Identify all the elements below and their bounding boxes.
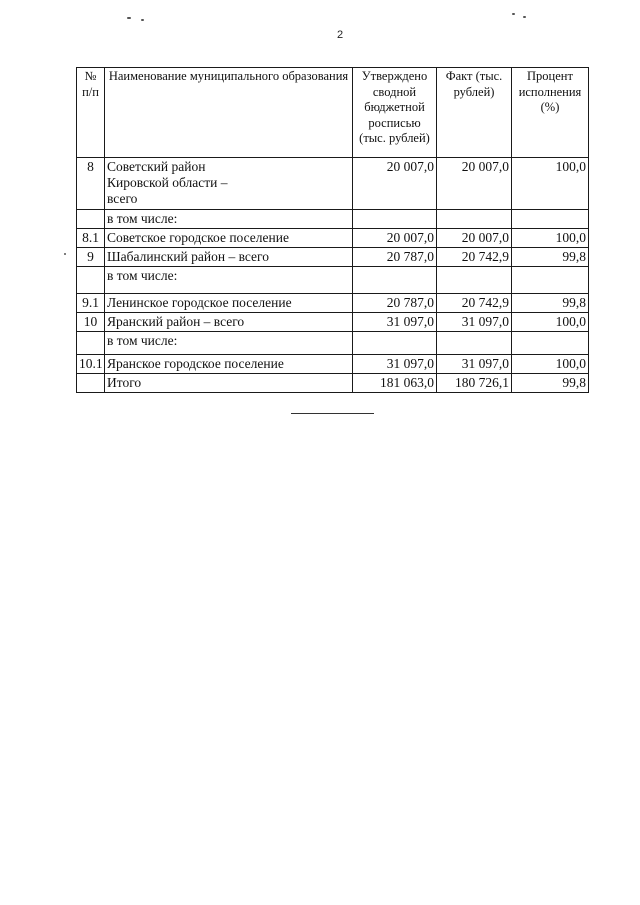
row-num — [77, 267, 105, 294]
table-row — [77, 355, 589, 374]
row-num — [77, 374, 105, 393]
row-name: Шабалинский район – всего — [105, 248, 353, 267]
row-num: 8.1 — [77, 229, 105, 248]
table-row — [77, 267, 589, 294]
row-name: Советское городское поселение — [105, 229, 353, 248]
row-name: Итого — [105, 374, 353, 393]
row-num: 9 — [77, 248, 105, 267]
row-name: в том числе: — [105, 332, 353, 355]
row-name: Яранское городское поселение — [105, 355, 353, 374]
row-approved: 31 097,0 — [353, 355, 437, 374]
row-fact: 180 726,1 — [437, 374, 512, 393]
row-name: Ленинское городское поселение — [105, 294, 353, 313]
header-approved-label: Утверждено сводной бюджетной росписью (тыс. рублей) — [359, 69, 430, 145]
row-approved: 20 787,0 — [353, 248, 437, 267]
row-name: Советский район Кировской области – всего — [105, 158, 353, 210]
table-header-row — [77, 68, 589, 158]
row-approved — [353, 210, 437, 229]
table-row — [77, 313, 589, 332]
row-approved — [353, 267, 437, 294]
row-num: 10.1 — [77, 355, 105, 374]
row-fact: 20 007,0 — [437, 229, 512, 248]
header-fact-label: Факт (тыс. рублей) — [445, 69, 503, 99]
row-approved: 31 097,0 — [353, 313, 437, 332]
row-num: 8 — [77, 158, 105, 210]
header-percent-label: Процент исполнения (%) — [518, 69, 582, 114]
scan-speck — [127, 17, 131, 19]
section-divider-line — [291, 413, 374, 414]
row-percent: 100,0 — [512, 158, 589, 210]
row-fact: 31 097,0 — [437, 355, 512, 374]
scan-speck — [523, 16, 526, 18]
table-row — [77, 158, 589, 210]
header-name — [105, 68, 353, 158]
header-num — [77, 68, 105, 158]
row-approved: 20 007,0 — [353, 229, 437, 248]
row-approved: 20 007,0 — [353, 158, 437, 210]
row-percent — [512, 210, 589, 229]
scan-speck — [64, 253, 66, 255]
header-name-label: Наименование муниципального образования — [108, 69, 349, 83]
row-fact: 20 742,9 — [437, 294, 512, 313]
row-name: Яранский район – всего — [105, 313, 353, 332]
header-num-label: № п/п — [82, 69, 99, 99]
scan-speck — [512, 13, 515, 15]
row-fact — [437, 210, 512, 229]
row-percent: 100,0 — [512, 313, 589, 332]
row-percent: 100,0 — [512, 355, 589, 374]
row-percent — [512, 332, 589, 355]
row-name: в том числе: — [105, 210, 353, 229]
row-num: 9.1 — [77, 294, 105, 313]
row-fact — [437, 332, 512, 355]
budget-execution-table — [76, 67, 589, 393]
table-row — [77, 210, 589, 229]
table-row — [77, 332, 589, 355]
row-percent: 100,0 — [512, 229, 589, 248]
header-approved — [353, 68, 437, 158]
table-row — [77, 229, 589, 248]
table-body — [77, 158, 589, 393]
row-fact — [437, 267, 512, 294]
row-percent: 99,8 — [512, 248, 589, 267]
row-approved: 20 787,0 — [353, 294, 437, 313]
row-percent — [512, 267, 589, 294]
page-number: 2 — [336, 29, 344, 41]
table-row — [77, 294, 589, 313]
header-fact — [437, 68, 512, 158]
header-percent — [512, 68, 589, 158]
row-num: 10 — [77, 313, 105, 332]
row-fact: 31 097,0 — [437, 313, 512, 332]
row-name: в том числе: — [105, 267, 353, 294]
row-approved: 181 063,0 — [353, 374, 437, 393]
row-approved — [353, 332, 437, 355]
row-percent: 99,8 — [512, 294, 589, 313]
row-percent: 99,8 — [512, 374, 589, 393]
row-fact: 20 007,0 — [437, 158, 512, 210]
table-row — [77, 248, 589, 267]
row-num — [77, 332, 105, 355]
scan-speck — [141, 19, 144, 21]
table-total-row — [77, 374, 589, 393]
row-fact: 20 742,9 — [437, 248, 512, 267]
row-num — [77, 210, 105, 229]
